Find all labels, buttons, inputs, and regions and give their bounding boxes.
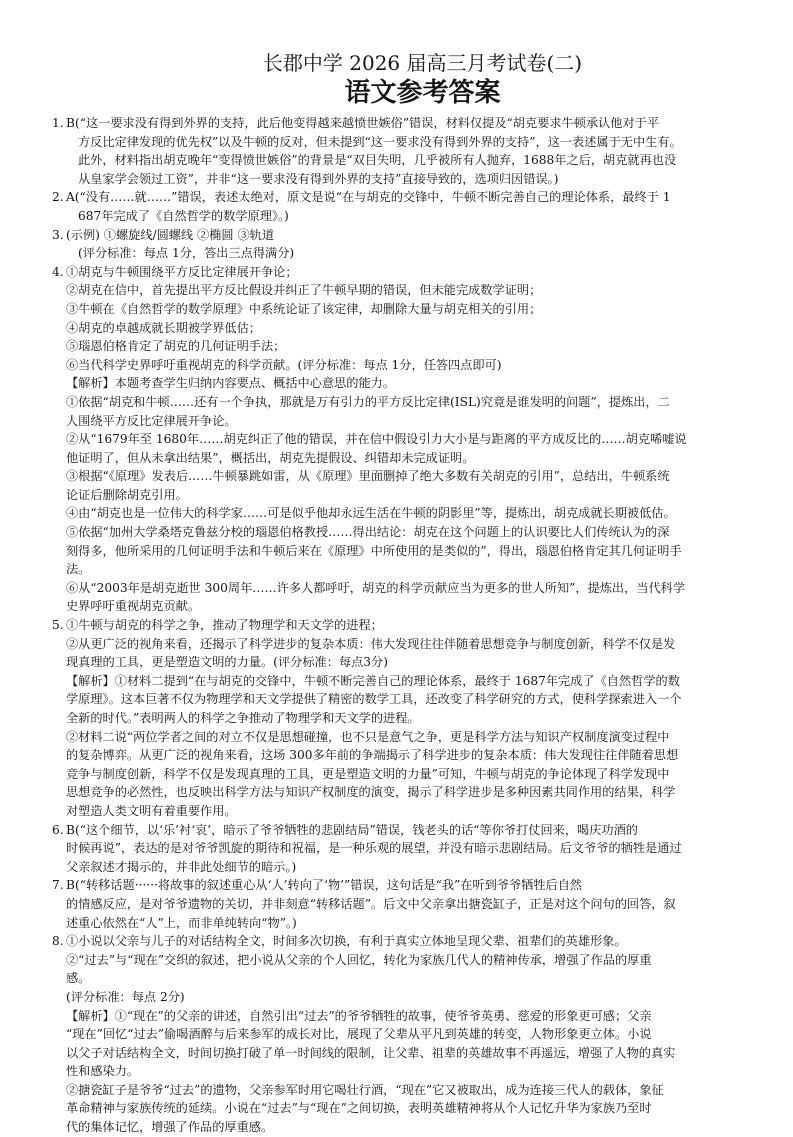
analysis-line: 性和感染力。 xyxy=(66,1064,140,1079)
answer-line: ②从更广泛的视角来看，还揭示了科学进步的复杂本质：伟大发现往往伴随着思想竞争与制度创新，科学不仅是发 xyxy=(66,636,676,651)
answer-number: 8. xyxy=(52,934,64,949)
answer-1 xyxy=(52,114,753,188)
analysis-line: 代的集体记忆，增强了作品的厚重感。 xyxy=(66,1120,274,1135)
analysis-line: ①依据“胡克和牛顿……还有一个争执，那就是万有引力的平方反比定律(ISL)究竟是谁发明的问题”，提炼出，二 xyxy=(66,394,670,409)
analysis-line: “现在”回忆“过去”偷喝酒醉与后来参军的成长对比，展现了父辈从平凡到英雄的转变，人物形象更立体。小说 xyxy=(66,1027,652,1042)
answer-line: ⑥当代科学史界呼吁重视胡克的科学贡献。(评分标准：每点 1分，任答四点即可) xyxy=(66,357,502,372)
analysis-line: 【解析】①材料二提到“在与胡克的交锋中，牛顿不断完善自己的理论体系，最终于 1687年完成了《自然哲学的数 xyxy=(66,673,680,688)
analysis-line: 史界呼吁重视胡克贡献。 xyxy=(66,599,201,614)
answer-key-title: 语文参考答案 xyxy=(344,78,501,108)
analysis-line: 对塑造人类文明有着重要作用。 xyxy=(66,803,237,818)
answers-body xyxy=(52,114,753,1137)
answer-line: ④胡克的卓越成就长期被学界低估； xyxy=(66,320,261,335)
scoring-criteria: (评分标准：每点 1分，答出三点得满分) xyxy=(78,246,295,261)
answer-line: 父亲叙述才揭示的，并非此处细节的暗示。) xyxy=(66,859,297,874)
analysis-line: 全新的时代。”表明两人的科学之争推动了物理学和天文学的进程。 xyxy=(66,711,420,725)
analysis-line: ⑥从“2003年是胡克逝世 300周年……许多人都呼吁，胡克的科学贡献应当为更多的世人所知”，提炼出，当代科学 xyxy=(66,580,686,595)
analysis-heading: 【解析】本题考查学生归纳内容要点、概括中心意思的能力。 xyxy=(66,376,396,391)
answer-line: 现真理的工具，更是塑造文明的力量。(评分标准：每点3分) xyxy=(66,655,388,670)
analysis-line: 他证明了，但从未拿出结果”，概括出，胡克先提假设、纠错却未完成证明。 xyxy=(66,450,475,465)
answer-line: 的情感反应，是对爷爷遗物的关切，并非刻意“转移话题”。后文中父亲拿出搪瓷缸子，正是对这个问句的回答，叙 xyxy=(66,896,676,911)
answer-line: ②胡克在信中，首先提出平方反比假设并纠正了牛顿早期的错误，但未能完成数学证明； xyxy=(66,283,542,298)
answer-line: A(“没有……就……”错误，表述太绝对，原文是说“在与胡克的交锋中，牛顿不断完善自己的理论体系，最终于 1 xyxy=(66,190,671,205)
answer-number: 5. xyxy=(52,618,64,633)
answer-line: 此外，材料指出胡克晚年“变得愤世嫉俗”的背景是“双目失明，几乎被所有人抛弃，1688年之后，胡克就再也没 xyxy=(78,153,677,168)
answer-line: (示例) ①螺旋线/圆螺线 ②椭圆 ③轨道 xyxy=(66,227,275,242)
analysis-line: 的复杂博弈。从更广泛的视角来看，这场 300多年前的争端揭示了科学进步的复杂本质：伟大发现往往伴随着思想 xyxy=(66,748,679,763)
answer-2 xyxy=(52,188,753,225)
answer-number: 1. xyxy=(52,116,64,130)
analysis-line: 以父子对话结构全文，时间切换打破了单一时间线的限制，让父辈、祖辈的英雄故事不再遥远，增强了人物的真实 xyxy=(66,1045,676,1060)
analysis-line: ④由“胡克也是一位伟大的科学家……可是似乎他却永远生活在牛顿的阴影里”等，提炼出，胡克成就长期被低估。 xyxy=(66,506,676,521)
answer-line: 从皇家学会领过工资”，并非“这一要求没有得到外界的支持”直接导致的，选项归因错误。) xyxy=(78,171,559,186)
answer-line: 感。 xyxy=(66,971,91,986)
answer-line: B(“这一要求没有得到外界的支持，此后他变得越来越愤世嫉俗”错误，材料仅提及“胡克要求牛顿承认他对于平 xyxy=(66,116,660,130)
answer-number: 3. xyxy=(52,227,64,242)
analysis-line: 学原理》。这本巨著不仅为物理学和天文学提供了精密的数学工具，还改变了科学研究的方式，使科学探索进入一个 xyxy=(66,692,682,707)
answer-line: B(“这个细节，以‘乐’衬‘哀’，暗示了爷爷牺牲的悲剧结局”错误，钱老头的话“等你爷打仗回来，喝庆功酒的 xyxy=(66,822,638,837)
analysis-line: 思想竞争的必然性，也反映出科学方法与知识产权制度的演变，揭示了科学进步是多种因素共同作用的结果，科学 xyxy=(66,785,676,800)
answer-number: 2. xyxy=(52,190,64,205)
answer-number: 7. xyxy=(52,878,64,893)
answer-5 xyxy=(52,616,753,821)
analysis-line: ②搪瓷缸子是爷爷“过去”的遗物，父亲参军时用它喝壮行酒，“现在”它又被取出，成为连接三代人的载体，象征 xyxy=(66,1082,664,1097)
answer-line: ⑤瑙恩伯格肯定了胡克的几何证明手法； xyxy=(66,339,286,354)
answer-line: 687年完成了《自然哲学的数学原理》。) xyxy=(78,208,289,223)
answer-line: ②“过去”与“现在”交织的叙述，把小说从父亲的个人回忆，转化为家族几代人的精神传承，增强了作品的厚重 xyxy=(66,952,652,967)
answer-7 xyxy=(52,876,753,932)
analysis-line: ③根据“《原理》发表后……牛顿暴跳如雷，从《原理》里面删掉了绝大多数有关胡克的引用”，总结出，牛顿系统 xyxy=(66,469,670,484)
scoring-criteria: (评分标准：每点 2分) xyxy=(66,989,185,1004)
answer-6 xyxy=(52,821,753,877)
analysis-line: 竞争与制度创新，科学不仅是发现真理的工具，更是塑造文明的力量”可知，牛顿与胡克的争论体现了科学发现中 xyxy=(66,766,670,781)
answer-8 xyxy=(52,932,753,1137)
answer-line: ①胡克与牛顿围绕平方反比定律展开争论； xyxy=(66,264,298,279)
analysis-line: ②材料二说“两位学者之间的对立不仅是思想碰撞，也不只是意气之争，更是科学方法与知识产权制度演变过程中 xyxy=(66,729,670,744)
analysis-line: ⑤依据“加州大学桑塔克鲁兹分校的瑙恩伯格教授……得出结论：胡克在这个问题上的认识要比人们传统认为的深 xyxy=(66,525,670,540)
answer-number: 4. xyxy=(52,264,64,279)
answer-3 xyxy=(52,226,753,263)
analysis-line: 人围绕平方反比定律展开争论。 xyxy=(66,413,237,428)
analysis-line: 论证后删除胡克引用。 xyxy=(66,487,188,502)
answer-line: ③牛顿在《自然哲学的数学原理》中系统论证了该定律，却删除大量与胡克相关的引用； xyxy=(66,301,542,316)
exam-title: 长郡中学 2026 届高三月考试卷(二) xyxy=(262,51,583,75)
answer-line: 方反比定律发现的优先权”以及牛顿的反对，但未提到“这一要求没有得到外界的支持”，这一表述属于无中生有。 xyxy=(78,134,682,149)
answer-number: 6. xyxy=(52,822,64,837)
answer-line: ①小说以父亲与儿子的对话结构全文，时间多次切换，有利于真实立体地呈现父辈、祖辈们的英雄形象。 xyxy=(66,934,627,949)
answer-line: 时候再说”，表达的是对爷爷凯旋的期待和祝福，是一种乐观的展望，并没有暗示悲剧结局。后文爷爷的牺牲是通过 xyxy=(66,841,682,856)
answer-line: 述重心依然在“人”上，而非单纯转向“物”。) xyxy=(66,915,297,930)
answer-line: B(“转移话题······将故事的叙述重心从‘人’转向了‘物’”错误，这句话是“我”在听到爷爷牺牲后自然 xyxy=(66,878,583,893)
analysis-line: 【解析】①“现在”的父亲的讲述，自然引出“过去”的爷爷牺牲的故事，使爷爷英勇、慈爱的形象更可感；父亲 xyxy=(66,1008,652,1023)
answer-4 xyxy=(52,263,753,616)
answer-line: ①牛顿与胡克的科学之争，推动了物理学和天文学的进程； xyxy=(66,618,383,633)
analysis-line: 刻得多，他所采用的几何证明手法和牛顿后来在《原理》中所使用的是类似的”，得出，瑙恩伯格肯定其几何证明手 xyxy=(66,543,682,558)
analysis-line: 法。 xyxy=(66,562,91,577)
analysis-line: 革命精神与家族传统的延续。小说在“过去”与“现在”之间切换，表明英雄精神将从个人记忆升华为家族乃至时 xyxy=(66,1101,652,1116)
analysis-line: ②从“1679年至 1680年……胡克纠正了他的错误，并在信中假设引力大小是与距离的平方成反比的……胡克唏嘘说 xyxy=(66,432,687,447)
